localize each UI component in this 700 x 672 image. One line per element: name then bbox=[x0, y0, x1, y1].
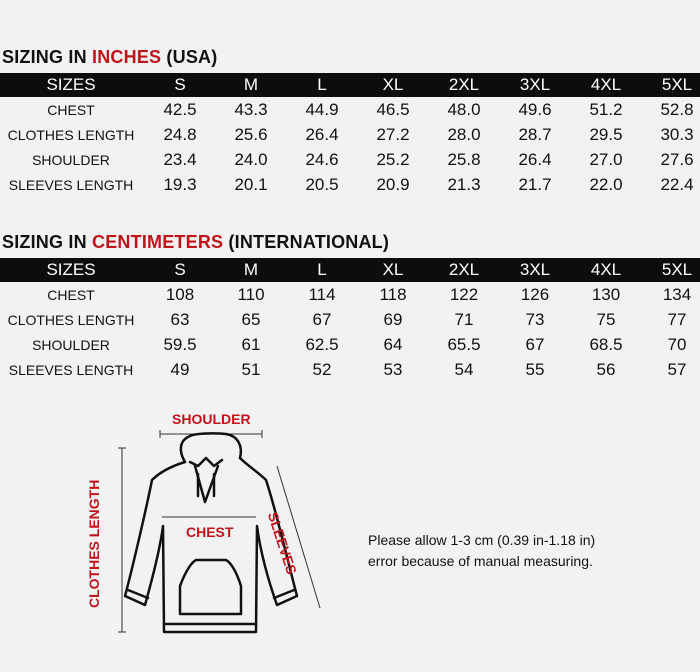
note-line-1: Please allow 1-3 cm (0.39 in-1.18 in) bbox=[368, 532, 596, 548]
table-row bbox=[0, 172, 700, 197]
table-cell: 20.9 bbox=[376, 174, 410, 194]
table-cell: 51 bbox=[241, 359, 261, 379]
table-cell: 71 bbox=[454, 309, 474, 329]
table-row bbox=[0, 147, 700, 172]
table-cell: 134 bbox=[662, 284, 692, 304]
table-cell: 19.3 bbox=[163, 174, 197, 194]
table-cell: 54 bbox=[454, 359, 474, 379]
table-cell: 126 bbox=[520, 284, 550, 304]
table-cell: 20.1 bbox=[234, 174, 268, 194]
table-cell: 77 bbox=[667, 309, 687, 329]
table-cell: 52 bbox=[312, 359, 332, 379]
table-cell: 27.2 bbox=[376, 124, 410, 144]
table-cell: 56 bbox=[596, 359, 616, 379]
table-cell: 114 bbox=[308, 284, 336, 304]
table-cell: 110 bbox=[237, 284, 265, 304]
table-cell: 55 bbox=[525, 359, 545, 379]
table-cell: 68.5 bbox=[589, 334, 623, 354]
table-cell: 25.6 bbox=[234, 124, 268, 144]
table-cell: 67 bbox=[312, 309, 332, 329]
row-label: CHEST bbox=[47, 101, 95, 118]
table-cell: 26.4 bbox=[305, 124, 339, 144]
usa-table-body bbox=[0, 97, 700, 197]
table-row bbox=[0, 282, 700, 307]
intl-section-title bbox=[2, 232, 389, 253]
table-cell: 51.2 bbox=[589, 99, 623, 119]
row-label: SHOULDER bbox=[32, 336, 110, 353]
table-cell: 53 bbox=[383, 359, 403, 379]
table-cell: 49 bbox=[170, 359, 190, 379]
usa-title-suffix: (USA) bbox=[161, 47, 218, 67]
table-cell: 65 bbox=[241, 309, 261, 329]
clothes-length-label: CLOTHES LENGTH bbox=[86, 479, 102, 608]
intl-header-row bbox=[0, 258, 700, 282]
usa-title-prefix: SIZING IN bbox=[2, 47, 93, 67]
table-cell: 70 bbox=[667, 334, 687, 354]
table-row bbox=[0, 332, 700, 357]
table-cell: 24.6 bbox=[305, 149, 339, 169]
table-cell: 67 bbox=[525, 334, 545, 354]
table-cell: 20.5 bbox=[305, 174, 339, 194]
intl-size-table bbox=[0, 258, 700, 382]
table-cell: 69 bbox=[383, 309, 403, 329]
measurement-diagram bbox=[0, 400, 360, 667]
header-cell: 4XL bbox=[590, 260, 622, 279]
table-cell: 59.5 bbox=[163, 334, 197, 354]
header-cell: XL bbox=[382, 260, 404, 279]
table-cell: 63 bbox=[170, 309, 190, 329]
usa-size-table bbox=[0, 73, 700, 197]
table-cell: 24.0 bbox=[234, 149, 268, 169]
table-cell: 25.2 bbox=[376, 149, 410, 169]
row-label: SLEEVES LENGTH bbox=[8, 176, 134, 193]
row-label: CLOTHES LENGTH bbox=[7, 311, 135, 328]
usa-section-title bbox=[2, 47, 217, 68]
usa-title-accent: INCHES bbox=[92, 47, 162, 67]
table-cell: 27.6 bbox=[660, 149, 694, 169]
table-cell: 48.0 bbox=[447, 99, 481, 119]
header-cell: 2XL bbox=[448, 260, 480, 279]
header-cell: 4XL bbox=[590, 75, 622, 94]
header-cell: S bbox=[174, 75, 186, 94]
table-cell: 28.7 bbox=[518, 124, 552, 144]
table-cell: 25.8 bbox=[447, 149, 481, 169]
row-label: CLOTHES LENGTH bbox=[7, 126, 135, 143]
table-cell: 61 bbox=[241, 334, 261, 354]
intl-title-prefix: SIZING IN bbox=[2, 232, 93, 252]
table-cell: 130 bbox=[591, 284, 621, 304]
table-cell: 65.5 bbox=[447, 334, 481, 354]
table-cell: 52.8 bbox=[660, 99, 694, 119]
row-label: CHEST bbox=[47, 286, 95, 303]
measurement-note bbox=[368, 530, 595, 572]
header-cell: L bbox=[317, 260, 327, 279]
header-cell: 5XL bbox=[661, 75, 693, 94]
table-cell: 24.8 bbox=[163, 124, 197, 144]
table-cell: 44.9 bbox=[305, 99, 339, 119]
header-cell: SIZES bbox=[46, 75, 96, 94]
table-cell: 46.5 bbox=[376, 99, 410, 119]
header-cell: M bbox=[243, 260, 259, 279]
table-cell: 118 bbox=[379, 284, 407, 304]
intl-title-accent: CENTIMETERS bbox=[92, 232, 224, 252]
table-cell: 28.0 bbox=[447, 124, 481, 144]
table-cell: 22.4 bbox=[660, 174, 694, 194]
header-cell: S bbox=[174, 260, 186, 279]
table-row bbox=[0, 357, 700, 382]
sleeves-label: SLEEVES bbox=[264, 510, 300, 577]
table-cell: 26.4 bbox=[518, 149, 552, 169]
table-row bbox=[0, 97, 700, 122]
header-cell: SIZES bbox=[46, 260, 96, 279]
table-cell: 27.0 bbox=[589, 149, 623, 169]
table-cell: 122 bbox=[449, 284, 479, 304]
header-cell: 3XL bbox=[519, 260, 551, 279]
table-cell: 57 bbox=[667, 359, 687, 379]
table-cell: 30.3 bbox=[660, 124, 694, 144]
header-cell: XL bbox=[382, 75, 404, 94]
table-cell: 21.3 bbox=[447, 174, 481, 194]
table-cell: 49.6 bbox=[518, 99, 552, 119]
usa-header-row bbox=[0, 73, 700, 97]
table-cell: 22.0 bbox=[589, 174, 623, 194]
hoodie-icon bbox=[0, 400, 360, 667]
row-label: SHOULDER bbox=[32, 151, 110, 168]
table-cell: 73 bbox=[525, 309, 545, 329]
header-cell: 5XL bbox=[661, 260, 693, 279]
table-cell: 42.5 bbox=[163, 99, 197, 119]
table-row bbox=[0, 307, 700, 332]
table-cell: 21.7 bbox=[518, 174, 552, 194]
intl-table-body bbox=[0, 282, 700, 382]
table-cell: 62.5 bbox=[305, 334, 339, 354]
table-cell: 23.4 bbox=[163, 149, 197, 169]
chest-label: CHEST bbox=[186, 524, 234, 540]
header-cell: 2XL bbox=[448, 75, 480, 94]
intl-title-suffix: (INTERNATIONAL) bbox=[223, 232, 390, 252]
table-row bbox=[0, 122, 700, 147]
table-cell: 64 bbox=[383, 334, 403, 354]
shoulder-label: SHOULDER bbox=[172, 411, 251, 427]
table-cell: 43.3 bbox=[234, 99, 268, 119]
table-cell: 75 bbox=[596, 309, 616, 329]
header-cell: M bbox=[243, 75, 259, 94]
header-cell: L bbox=[317, 75, 327, 94]
row-label: SLEEVES LENGTH bbox=[8, 361, 134, 378]
table-cell: 29.5 bbox=[589, 124, 623, 144]
note-line-2: error because of manual measuring. bbox=[368, 553, 593, 569]
table-cell: 108 bbox=[165, 284, 195, 304]
header-cell: 3XL bbox=[519, 75, 551, 94]
